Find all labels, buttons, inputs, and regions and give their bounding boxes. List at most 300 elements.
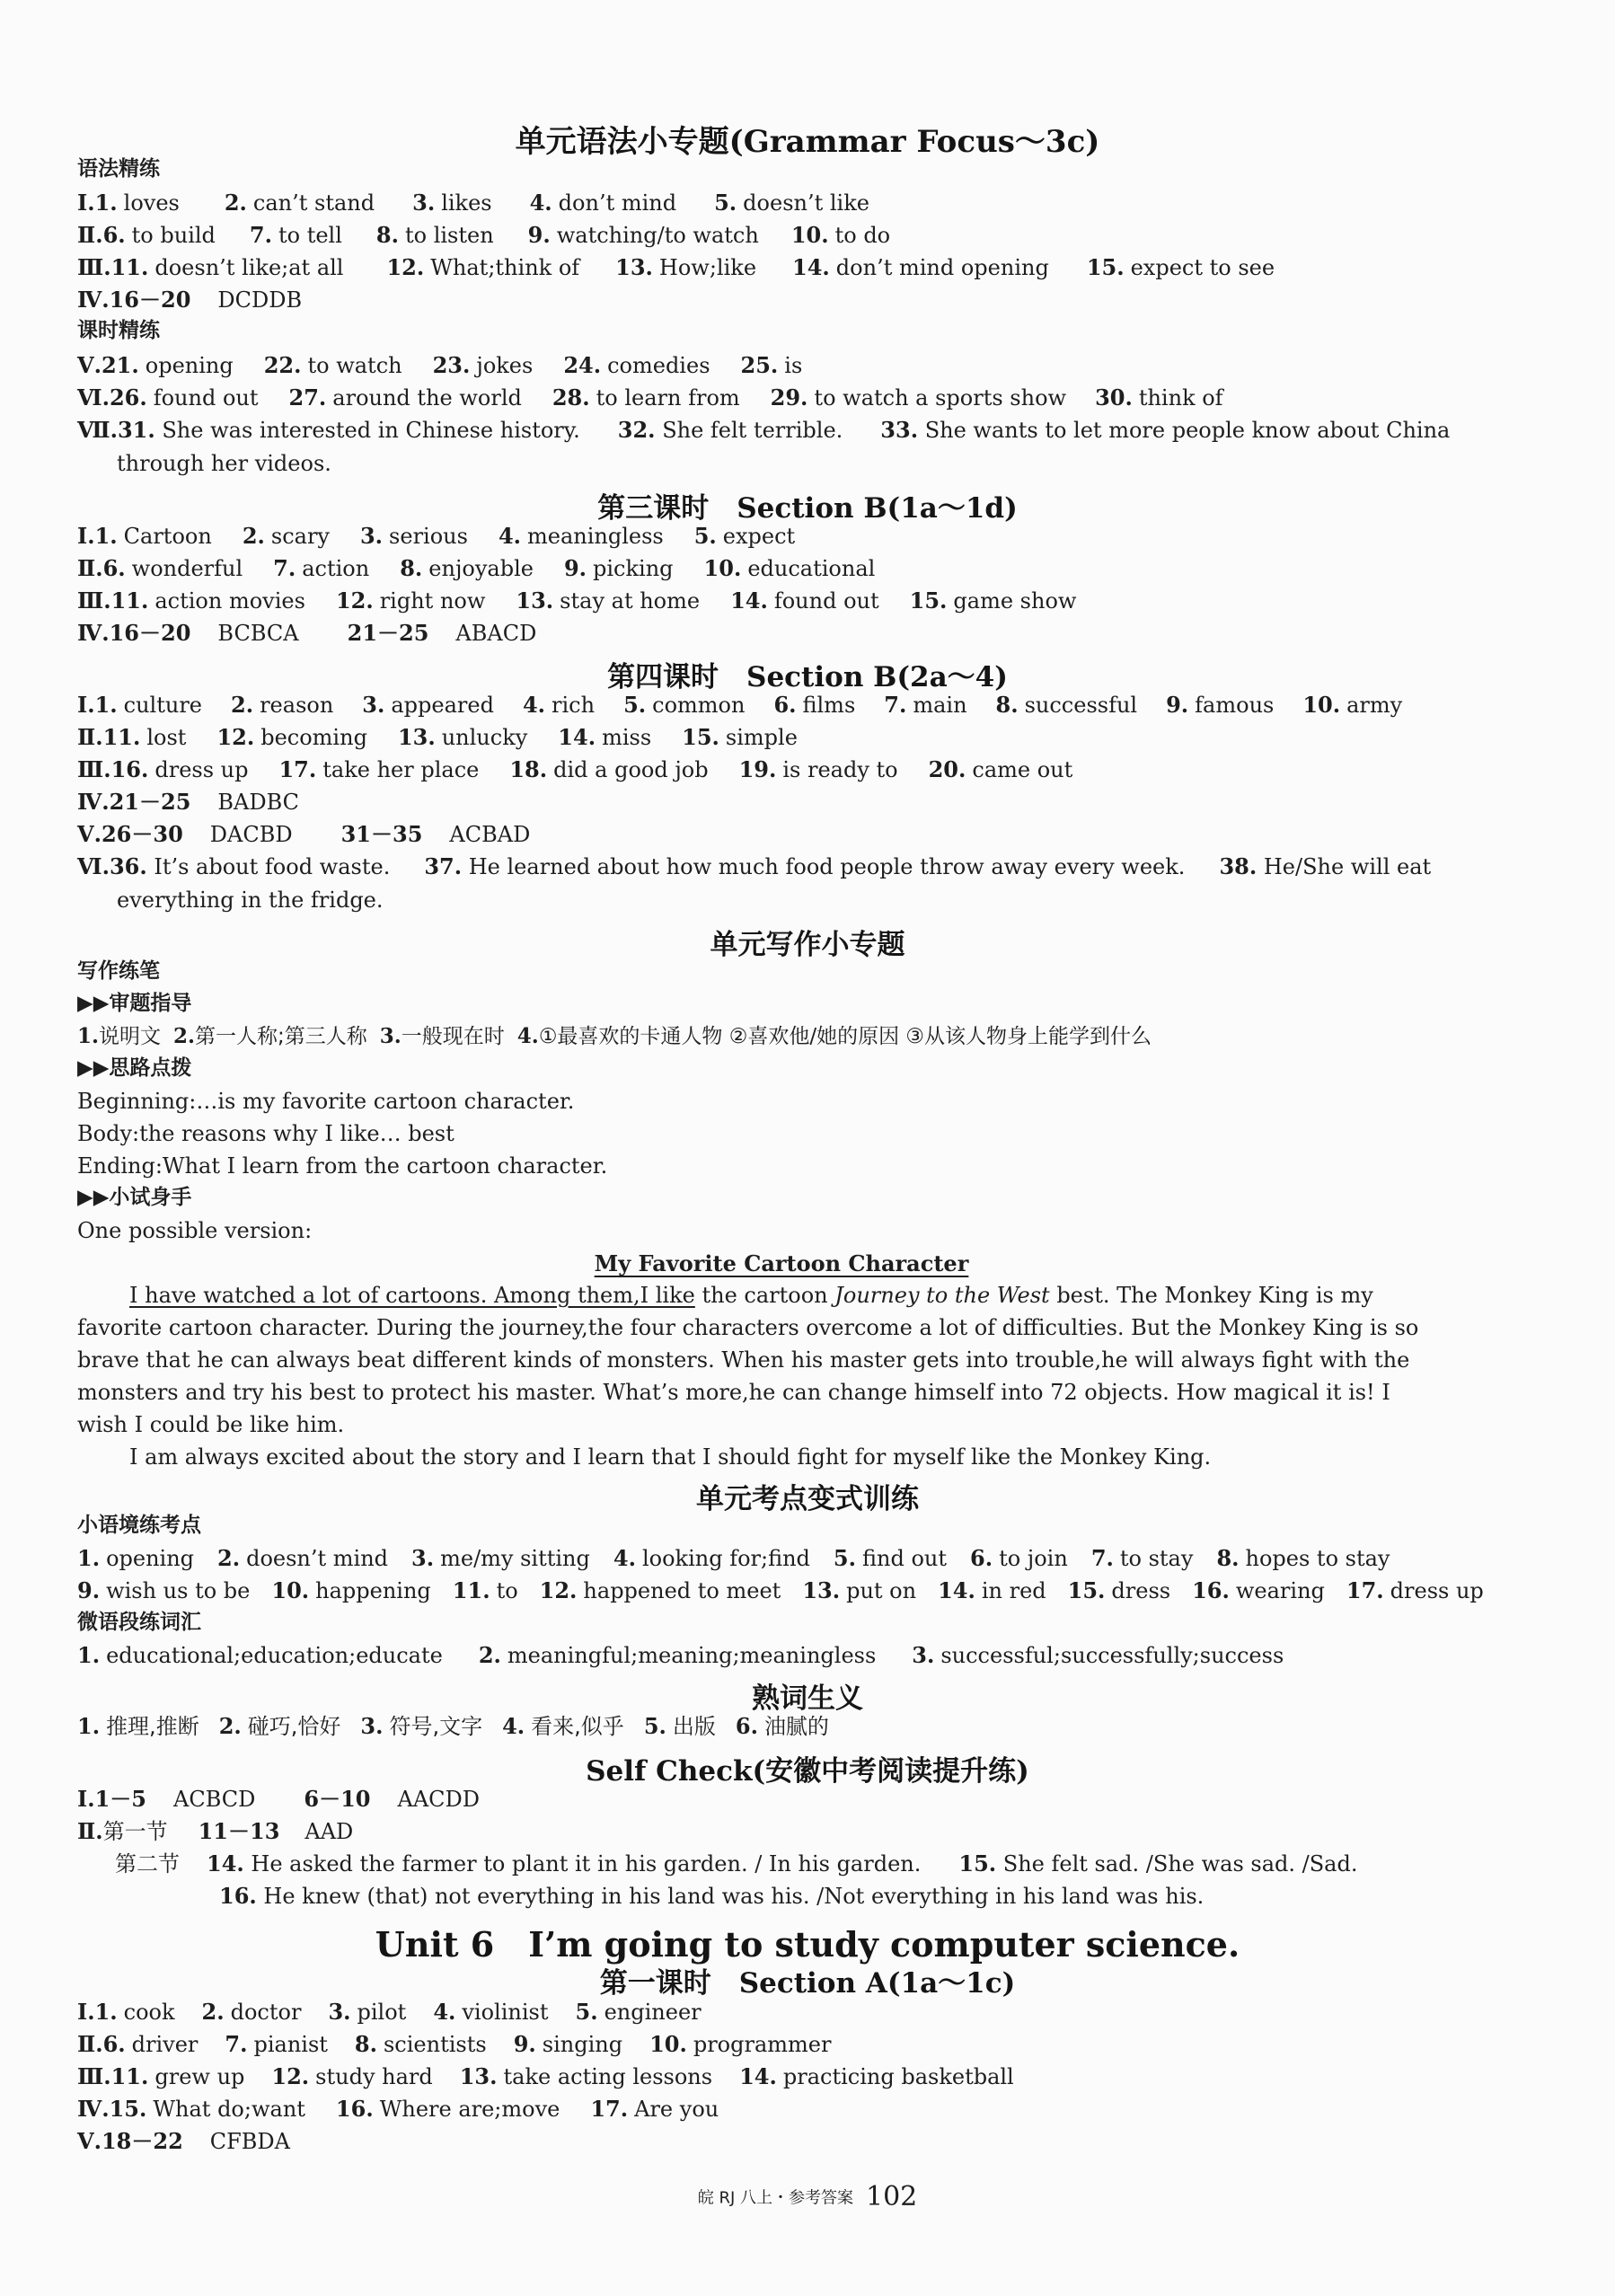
question-number: 7. — [1090, 1545, 1114, 1571]
essay-line: I am always excited about the story and I learn that I should fight for myself like the Monkey King. — [129, 1444, 1212, 1470]
answer-item — [576, 2001, 702, 2023]
answer-row — [77, 1545, 1390, 1571]
answer-item — [912, 1642, 1284, 1668]
answer-item — [225, 2031, 328, 2057]
question-number: 21. — [101, 352, 139, 378]
answer-item — [340, 821, 531, 847]
answer-item — [202, 2001, 302, 2023]
answer-text: did a good job — [553, 757, 709, 782]
question-number: 4. — [522, 692, 546, 718]
subheading-xiezuo: 写作练笔 — [77, 959, 160, 983]
question-number: 1. — [94, 692, 118, 718]
answer-text: common — [652, 693, 746, 718]
answer-text: violinist — [462, 2000, 549, 2025]
answer-text: successful — [1024, 693, 1138, 718]
answer-text: to listen — [404, 223, 494, 248]
heading-shuci: 熟词生义 — [752, 1682, 863, 1715]
answer-text: Where are;move — [379, 2097, 560, 2122]
outline-line: Ending:What I learn from the cartoon character. — [77, 1153, 608, 1179]
answer-item — [216, 724, 367, 750]
question-number: 2. — [217, 1545, 241, 1571]
heading-selfcheck: Self Check(安徽中考阅读提升练) — [586, 1755, 1029, 1788]
answer-item — [95, 694, 202, 716]
question-number: 9. — [513, 2031, 536, 2057]
question-number: 6. — [102, 222, 126, 248]
answer-text: ACBCD — [173, 1787, 256, 1812]
answer-item — [397, 724, 528, 750]
question-number: 16. — [1192, 1577, 1230, 1603]
answer-text: think of — [1138, 385, 1223, 411]
roman-numeral: Ⅱ. — [77, 724, 103, 750]
answer-item — [1166, 694, 1274, 716]
question-number: 2. — [231, 692, 254, 718]
answer-item — [694, 525, 795, 547]
answer-text: meaningless — [527, 524, 664, 549]
answer-text: What;think of — [430, 255, 580, 280]
roman-numeral: Ⅲ. — [77, 587, 111, 614]
answer-text: game show — [953, 588, 1077, 614]
answer-text: find out — [861, 1546, 947, 1571]
answer-text: 符号,文字 — [389, 1714, 483, 1739]
answer-text: dress — [1111, 1578, 1171, 1603]
answer-item — [459, 2063, 713, 2089]
answer-text: don’t mind — [558, 190, 677, 216]
question-number: 12. — [539, 1577, 578, 1603]
question-number: 8. — [1216, 1545, 1240, 1571]
question-number: 29. — [770, 384, 808, 411]
outline-line: Body:the reasons why I like… best — [77, 1121, 454, 1146]
question-number: 3. — [912, 1642, 935, 1668]
subheading-yufa: 语法精练 — [77, 157, 160, 181]
answer-item — [411, 1545, 590, 1571]
question-number: 20. — [928, 756, 966, 782]
answer-text: What do;want — [153, 2097, 305, 2122]
answer-text: comedies — [607, 353, 710, 378]
answer-text: study hard — [315, 2064, 433, 2089]
question-number: 11. — [110, 2063, 149, 2089]
answer-text: doctor — [230, 2000, 302, 2025]
roman-numeral: Ⅴ. — [77, 352, 101, 378]
question-number: 6. — [102, 555, 126, 581]
answer-item — [101, 821, 293, 847]
answer-item — [740, 352, 803, 378]
answer-item — [738, 756, 898, 782]
answer-item — [563, 352, 710, 378]
answer-item — [478, 1642, 877, 1668]
answer-row — [77, 254, 1275, 280]
answer-text: appeared — [391, 693, 494, 718]
question-number: 2. — [218, 1713, 242, 1739]
answer-row — [77, 222, 891, 248]
answer-text: doesn’t like — [743, 190, 869, 216]
roman-numeral: Ⅰ. — [77, 190, 95, 216]
answer-text: to watch a sports show — [814, 385, 1067, 411]
answer-item — [109, 384, 259, 411]
answer-text: army — [1346, 693, 1403, 718]
question-number: 3. — [362, 692, 385, 718]
heading-kaodian: 单元考点变式训练 — [696, 1483, 919, 1515]
question-number: 6. — [970, 1545, 993, 1571]
question-number: 8. — [400, 555, 423, 581]
answer-item — [360, 1713, 483, 1739]
answer-row-cont: everything in the fridge. — [117, 887, 384, 913]
roman-numeral: Ⅰ. — [77, 692, 95, 718]
answer-text: picking — [593, 556, 674, 581]
answer-text: wish us to be — [106, 1578, 251, 1603]
question-number: 14. — [938, 1577, 975, 1603]
question-number: 9. — [1166, 692, 1189, 718]
question-number: 13. — [397, 724, 436, 750]
answer-item — [249, 222, 342, 248]
writing-guide-row: 1.说明文 2.第一人称;第三人称 3.一般现在时 4.①最喜欢的卡通人物 ②喜欢他/她的原因 ③从该人物身上能学到什么 — [77, 1024, 1152, 1048]
question-number: 9. — [527, 222, 551, 248]
question-number: 15. — [1067, 1577, 1106, 1603]
answer-item — [509, 756, 709, 782]
question-number: 3. — [359, 523, 384, 549]
answer-row — [77, 587, 1077, 614]
answer-item — [938, 1577, 1046, 1603]
answer-text: to learn from — [596, 385, 740, 411]
answer-text: found out — [153, 385, 259, 411]
answer-item — [502, 1713, 624, 1739]
answer-text: BADBC — [217, 790, 300, 815]
answer-text: dress up — [1390, 1578, 1484, 1603]
question-number: 16－20 — [109, 287, 191, 313]
question-number: 16－20 — [109, 620, 191, 646]
answer-text: action — [302, 556, 370, 581]
question-number: 12. — [386, 254, 425, 280]
answer-text: enjoyable — [428, 556, 534, 581]
answer-row-cont: through her videos. — [117, 451, 331, 476]
question-number: 10. — [649, 2031, 687, 2057]
subheading-xiaoshi: ▶▶小试身手 — [77, 1186, 192, 1209]
question-number: 1. — [77, 1642, 101, 1668]
answer-text: ACBAD — [449, 822, 531, 847]
question-number: 6. — [735, 1713, 758, 1739]
question-number: 14. — [730, 587, 768, 614]
question-number: 18. — [509, 756, 548, 782]
question-number: 2. — [242, 523, 265, 549]
answer-row — [77, 352, 803, 378]
question-number: 13. — [516, 587, 554, 614]
answer-row — [77, 791, 299, 813]
answer-text: happened to meet — [583, 1578, 781, 1603]
answer-text: doesn’t like;at all — [154, 255, 344, 280]
answer-text: AACDD — [397, 1787, 481, 1812]
question-number: 24. — [563, 352, 602, 378]
question-number: 4. — [502, 1713, 525, 1739]
answer-row — [77, 694, 1402, 716]
question-number: 21－25 — [109, 789, 191, 815]
question-number: 31－35 — [340, 821, 423, 847]
question-number: 10. — [790, 222, 829, 248]
roman-numeral: Ⅱ. — [77, 2031, 103, 2057]
answer-text: jokes — [476, 353, 534, 378]
answer-text: don’t mind opening — [835, 255, 1049, 280]
answer-item — [1086, 254, 1275, 280]
answer-row — [77, 555, 876, 581]
answer-text: ABACD — [455, 621, 537, 646]
answer-item — [970, 1545, 1068, 1571]
answer-item — [615, 254, 757, 280]
answer-text: 推理,推断 — [106, 1714, 199, 1739]
question-number: 3. — [412, 190, 436, 216]
roman-numeral: Ⅳ. — [77, 789, 110, 815]
answer-text: programmer — [693, 2032, 832, 2057]
answer-item — [109, 620, 299, 646]
answer-text: 出版 — [672, 1714, 716, 1739]
answer-row — [77, 2098, 719, 2120]
answer-text: to join — [999, 1546, 1068, 1571]
essay-line: monsters and try his best to protect his master. What’s more,he can change himself into 72 objects. How magical it is! I — [77, 1380, 1390, 1405]
answer-item — [110, 289, 303, 311]
answer-row-31-33: Ⅶ.31. She was interested in Chinese history. 32. She felt terrible. 33. She wants to let more people know about China — [77, 417, 1451, 443]
question-number: 1. — [94, 190, 118, 216]
shuci-row — [77, 1713, 829, 1739]
answer-row — [77, 1788, 480, 1810]
answer-item — [513, 2031, 623, 2057]
question-number: 30. — [1095, 384, 1133, 411]
answer-item — [790, 222, 891, 248]
answer-item — [110, 756, 249, 782]
answer-item — [499, 525, 664, 547]
answer-text: How;like — [658, 255, 757, 280]
question-number: 19. — [738, 756, 777, 782]
question-number: 11. — [102, 724, 141, 750]
roman-numeral: Ⅲ. — [77, 254, 111, 280]
answer-text: famous — [1195, 693, 1275, 718]
answer-item — [539, 1577, 781, 1603]
question-number: 25. — [740, 352, 779, 378]
answer-item — [433, 2001, 548, 2023]
answer-item — [217, 1545, 389, 1571]
subheading-xiaoyujing: 小语境练考点 — [77, 1514, 201, 1537]
answer-text: scary — [270, 524, 330, 549]
answer-row — [77, 289, 302, 311]
answer-item — [558, 724, 652, 750]
answer-text: wearing — [1235, 1578, 1325, 1603]
question-number: 16. — [110, 756, 149, 782]
answer-item — [243, 525, 330, 547]
answer-text: pianist — [253, 2032, 328, 2057]
answer-text: miss — [602, 725, 652, 750]
essay-line: favorite cartoon character. During the journey,the four characters overcome a lot of difficulties. But the Monkey King is so — [77, 1315, 1419, 1340]
question-number: 17. — [278, 756, 317, 782]
answer-item — [102, 222, 216, 248]
heading-writing: 单元写作小专题 — [710, 929, 905, 961]
answer-item — [735, 1713, 829, 1739]
answer-text: found out — [773, 588, 879, 614]
answer-text: unlucky — [441, 725, 528, 750]
answer-item — [110, 2063, 245, 2089]
question-number: 6. — [773, 692, 797, 718]
question-number: 28. — [552, 384, 590, 411]
answer-item — [95, 1788, 256, 1810]
answer-item — [77, 1713, 199, 1739]
answer-item — [623, 694, 745, 716]
subheading-silu: ▶▶思路点拨 — [77, 1056, 192, 1080]
roman-numeral: Ⅱ. — [77, 555, 103, 581]
answer-item — [792, 254, 1049, 280]
answer-item — [400, 555, 534, 581]
answer-text: put on — [846, 1578, 917, 1603]
answer-row — [77, 384, 1223, 411]
answer-text: DACBD — [209, 822, 293, 847]
question-number: 3. — [411, 1545, 435, 1571]
answer-item — [110, 254, 344, 280]
question-number: 13. — [615, 254, 653, 280]
roman-numeral: Ⅰ. — [77, 1999, 95, 2025]
answer-item — [102, 555, 243, 581]
question-number: 5. — [623, 692, 647, 718]
answer-text: doesn’t mind — [246, 1546, 389, 1571]
footer-label: 皖 RJ 八上・参考答案 — [697, 2188, 853, 2208]
answer-item — [703, 555, 876, 581]
question-number: 4. — [529, 190, 552, 216]
answer-item — [273, 555, 370, 581]
question-number: 14. — [792, 254, 830, 280]
question-number: 1. — [94, 523, 118, 549]
answer-item — [649, 2031, 832, 2057]
answer-row-16: 16. He knew (that) not everything in his land was his. /Not everything in his land was his. — [219, 1883, 1205, 1909]
answer-item — [304, 1788, 480, 1810]
question-number: 7. — [273, 555, 296, 581]
answer-text: to — [496, 1578, 518, 1603]
question-number: 15. — [1086, 254, 1125, 280]
question-number: 7. — [225, 2031, 248, 2057]
answer-text: watching/to watch — [556, 223, 759, 248]
answer-text: to tell — [278, 223, 342, 248]
answer-row-part2: 第二节 14. He asked the farmer to plant it in his garden. / In his garden. 15. She felt sad. /She was sad. /Sad. — [115, 1850, 1358, 1877]
answer-text: DCDDB — [217, 287, 303, 313]
answer-item — [354, 2031, 487, 2057]
answer-text: likes — [441, 190, 492, 216]
answer-text: wonderful — [131, 556, 243, 581]
answer-text: educational;education;educate — [106, 1643, 443, 1668]
question-number: 18－22 — [101, 2128, 183, 2154]
answer-item — [102, 2031, 199, 2057]
answer-text: scientists — [383, 2032, 487, 2057]
answer-text: 看来,似乎 — [531, 1714, 624, 1739]
answer-item — [432, 352, 534, 378]
answer-text: cook — [123, 2000, 175, 2025]
possible-version-label: One possible version: — [77, 1218, 313, 1243]
question-number: 7. — [884, 692, 907, 718]
question-number: 15. — [909, 587, 948, 614]
answer-text: simple — [725, 725, 798, 750]
answer-row — [77, 525, 795, 547]
answer-text: meaningful;meaning;meaningless — [507, 1643, 877, 1668]
answer-text: 油腻的 — [763, 1714, 829, 1739]
question-number: 2. — [478, 1642, 501, 1668]
question-number: 4. — [433, 1999, 456, 2025]
answer-item — [77, 1577, 251, 1603]
answer-text: to build — [131, 223, 216, 248]
answer-item — [360, 525, 468, 547]
answer-item — [714, 192, 869, 214]
heading-lesson4: 第四课时 Section B(2a～4) — [607, 661, 1008, 693]
roman-numeral: Ⅵ. — [77, 384, 110, 411]
answer-text: looking for;find — [641, 1546, 810, 1571]
heading-unit6: Unit 6 I’m going to study computer science. — [375, 1924, 1240, 1965]
answer-item — [102, 724, 187, 750]
question-number: 8. — [375, 222, 399, 248]
answer-item — [1090, 1545, 1194, 1571]
page-footer — [0, 2181, 1615, 2212]
roman-numeral: Ⅳ. — [77, 2096, 110, 2122]
question-number: 5. — [714, 190, 737, 216]
answer-item — [996, 694, 1138, 716]
question-number: 13. — [459, 2063, 498, 2089]
answer-row — [77, 2031, 832, 2057]
essay-line: brave that he can always beat different kinds of monsters. When his master gets into trouble,he will always fight with the — [77, 1347, 1410, 1373]
question-number: 9. — [77, 1577, 101, 1603]
essay-line: I have watched a lot of cartoons. Among them,I like the cartoon Journey to the West best. The Monkey King is my — [129, 1283, 1373, 1308]
answer-text: around the world — [332, 385, 522, 411]
answer-text: BCBCA — [217, 621, 299, 646]
roman-numeral: Ⅳ. — [77, 620, 110, 646]
answer-text: films — [802, 693, 856, 718]
answer-item — [110, 587, 305, 614]
answer-item — [328, 2001, 406, 2023]
answer-text: take her place — [322, 757, 480, 782]
question-number: 14. — [739, 2063, 777, 2089]
question-number: 9. — [563, 555, 587, 581]
question-number: 15. — [109, 2096, 147, 2122]
question-number: 10. — [703, 555, 742, 581]
question-number: 15. — [682, 724, 719, 750]
answer-text: in red — [981, 1578, 1046, 1603]
answer-text: serious — [389, 524, 468, 549]
question-number: 1－5 — [94, 1786, 146, 1812]
answer-text: opening — [106, 1546, 195, 1571]
answer-text: culture — [123, 693, 203, 718]
answer-text: me/my sitting — [440, 1546, 590, 1571]
answer-text: hopes to stay — [1245, 1546, 1390, 1571]
answer-item — [110, 791, 299, 813]
answer-item — [386, 254, 580, 280]
answer-item — [336, 2098, 560, 2120]
question-number: 6. — [102, 2031, 126, 2057]
question-number: 14. — [558, 724, 596, 750]
answer-item — [271, 2063, 433, 2089]
answer-item — [335, 587, 486, 614]
roman-numeral: Ⅰ. — [77, 1786, 95, 1812]
answer-row — [77, 756, 1073, 782]
question-number: 3. — [360, 1713, 384, 1739]
answer-text: opening — [145, 353, 234, 378]
answer-item — [1067, 1577, 1171, 1603]
question-number: 12. — [271, 2063, 310, 2089]
answer-text: reason — [260, 693, 334, 718]
answer-row — [77, 620, 537, 646]
answer-row-part1: Ⅱ.第一节 11－13 AAD — [77, 1818, 354, 1844]
answer-text: to stay — [1119, 1546, 1194, 1571]
question-number: 1. — [77, 1713, 101, 1739]
question-number: 2. — [224, 190, 247, 216]
answer-text: is ready to — [782, 757, 898, 782]
answer-item — [643, 1713, 716, 1739]
answer-text: engineer — [604, 2000, 702, 2025]
answer-item — [739, 2063, 1014, 2089]
answer-text: to watch — [307, 353, 402, 378]
question-number: 2. — [201, 1999, 225, 2025]
answer-text: educational — [747, 556, 876, 581]
question-number: 8. — [995, 692, 1019, 718]
answer-item — [1192, 1577, 1325, 1603]
answer-item — [1216, 1545, 1390, 1571]
answer-row — [77, 2063, 1014, 2089]
